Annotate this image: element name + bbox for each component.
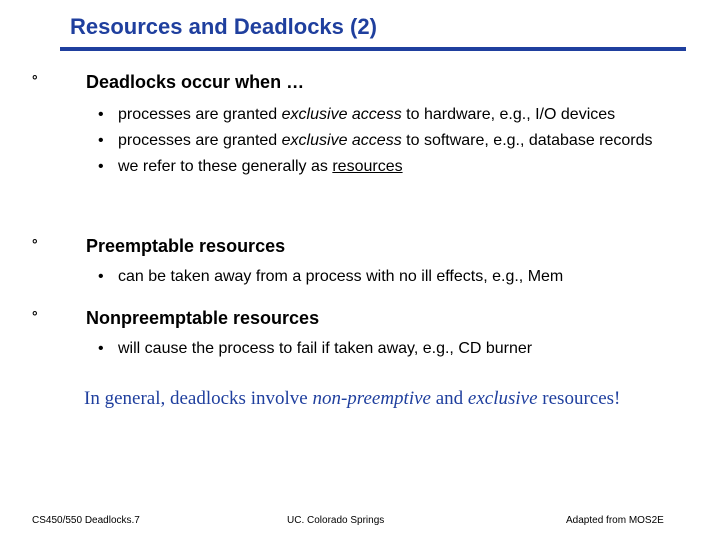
section-heading: Preemptable resources <box>86 236 286 256</box>
list-item <box>98 131 678 150</box>
callout-summary <box>84 388 620 410</box>
bullet-icon: • <box>98 106 104 123</box>
callout-text: In general, deadlocks involve <box>84 388 313 409</box>
list-item <box>98 105 678 124</box>
item-text: to hardware, e.g., I/O devices <box>401 106 616 123</box>
item-text: will cause the process to fail if taken away, e.g., CD burner <box>118 340 533 357</box>
item-emphasis: exclusive access <box>281 106 402 123</box>
bullet-icon: • <box>98 268 104 285</box>
callout-text: and <box>430 388 468 409</box>
list-item <box>98 339 678 358</box>
item-text: processes are granted <box>118 132 282 149</box>
title-underline <box>60 47 686 51</box>
footer-left: CS450/550 Deadlocks.7 <box>32 515 140 526</box>
slide-title: Resources and Deadlocks (2) <box>70 14 377 39</box>
section-bullet-icon: ° <box>32 72 38 88</box>
footer-center: UC. Colorado Springs <box>287 515 385 526</box>
bullet-icon: • <box>98 340 104 357</box>
item-text: we refer to these generally as <box>118 158 333 175</box>
callout-emphasis: non-preemptive <box>312 388 431 409</box>
bullet-icon: • <box>98 132 104 149</box>
bullet-icon: • <box>98 158 104 175</box>
item-text: can be taken away from a process with no ill effects, e.g., Mem <box>118 268 564 285</box>
section-nonpreemptable <box>32 308 678 358</box>
list-item <box>98 157 678 176</box>
item-text: to software, e.g., database records <box>401 132 653 149</box>
section-heading: Nonpreemptable resources <box>86 308 320 328</box>
item-emphasis: exclusive access <box>281 132 402 149</box>
list-item <box>98 267 678 286</box>
section-deadlocks-occur <box>32 72 678 176</box>
section-bullet-icon: ° <box>32 308 38 324</box>
footer-right: Adapted from MOS2E <box>566 515 664 526</box>
section-preemptable <box>32 236 678 286</box>
section-heading: Deadlocks occur when … <box>86 72 305 92</box>
item-underlined: resources <box>332 158 403 175</box>
callout-text: resources! <box>537 388 621 409</box>
section-bullet-icon: ° <box>32 236 38 252</box>
item-text: processes are granted <box>118 106 282 123</box>
callout-emphasis: exclusive <box>467 388 538 409</box>
